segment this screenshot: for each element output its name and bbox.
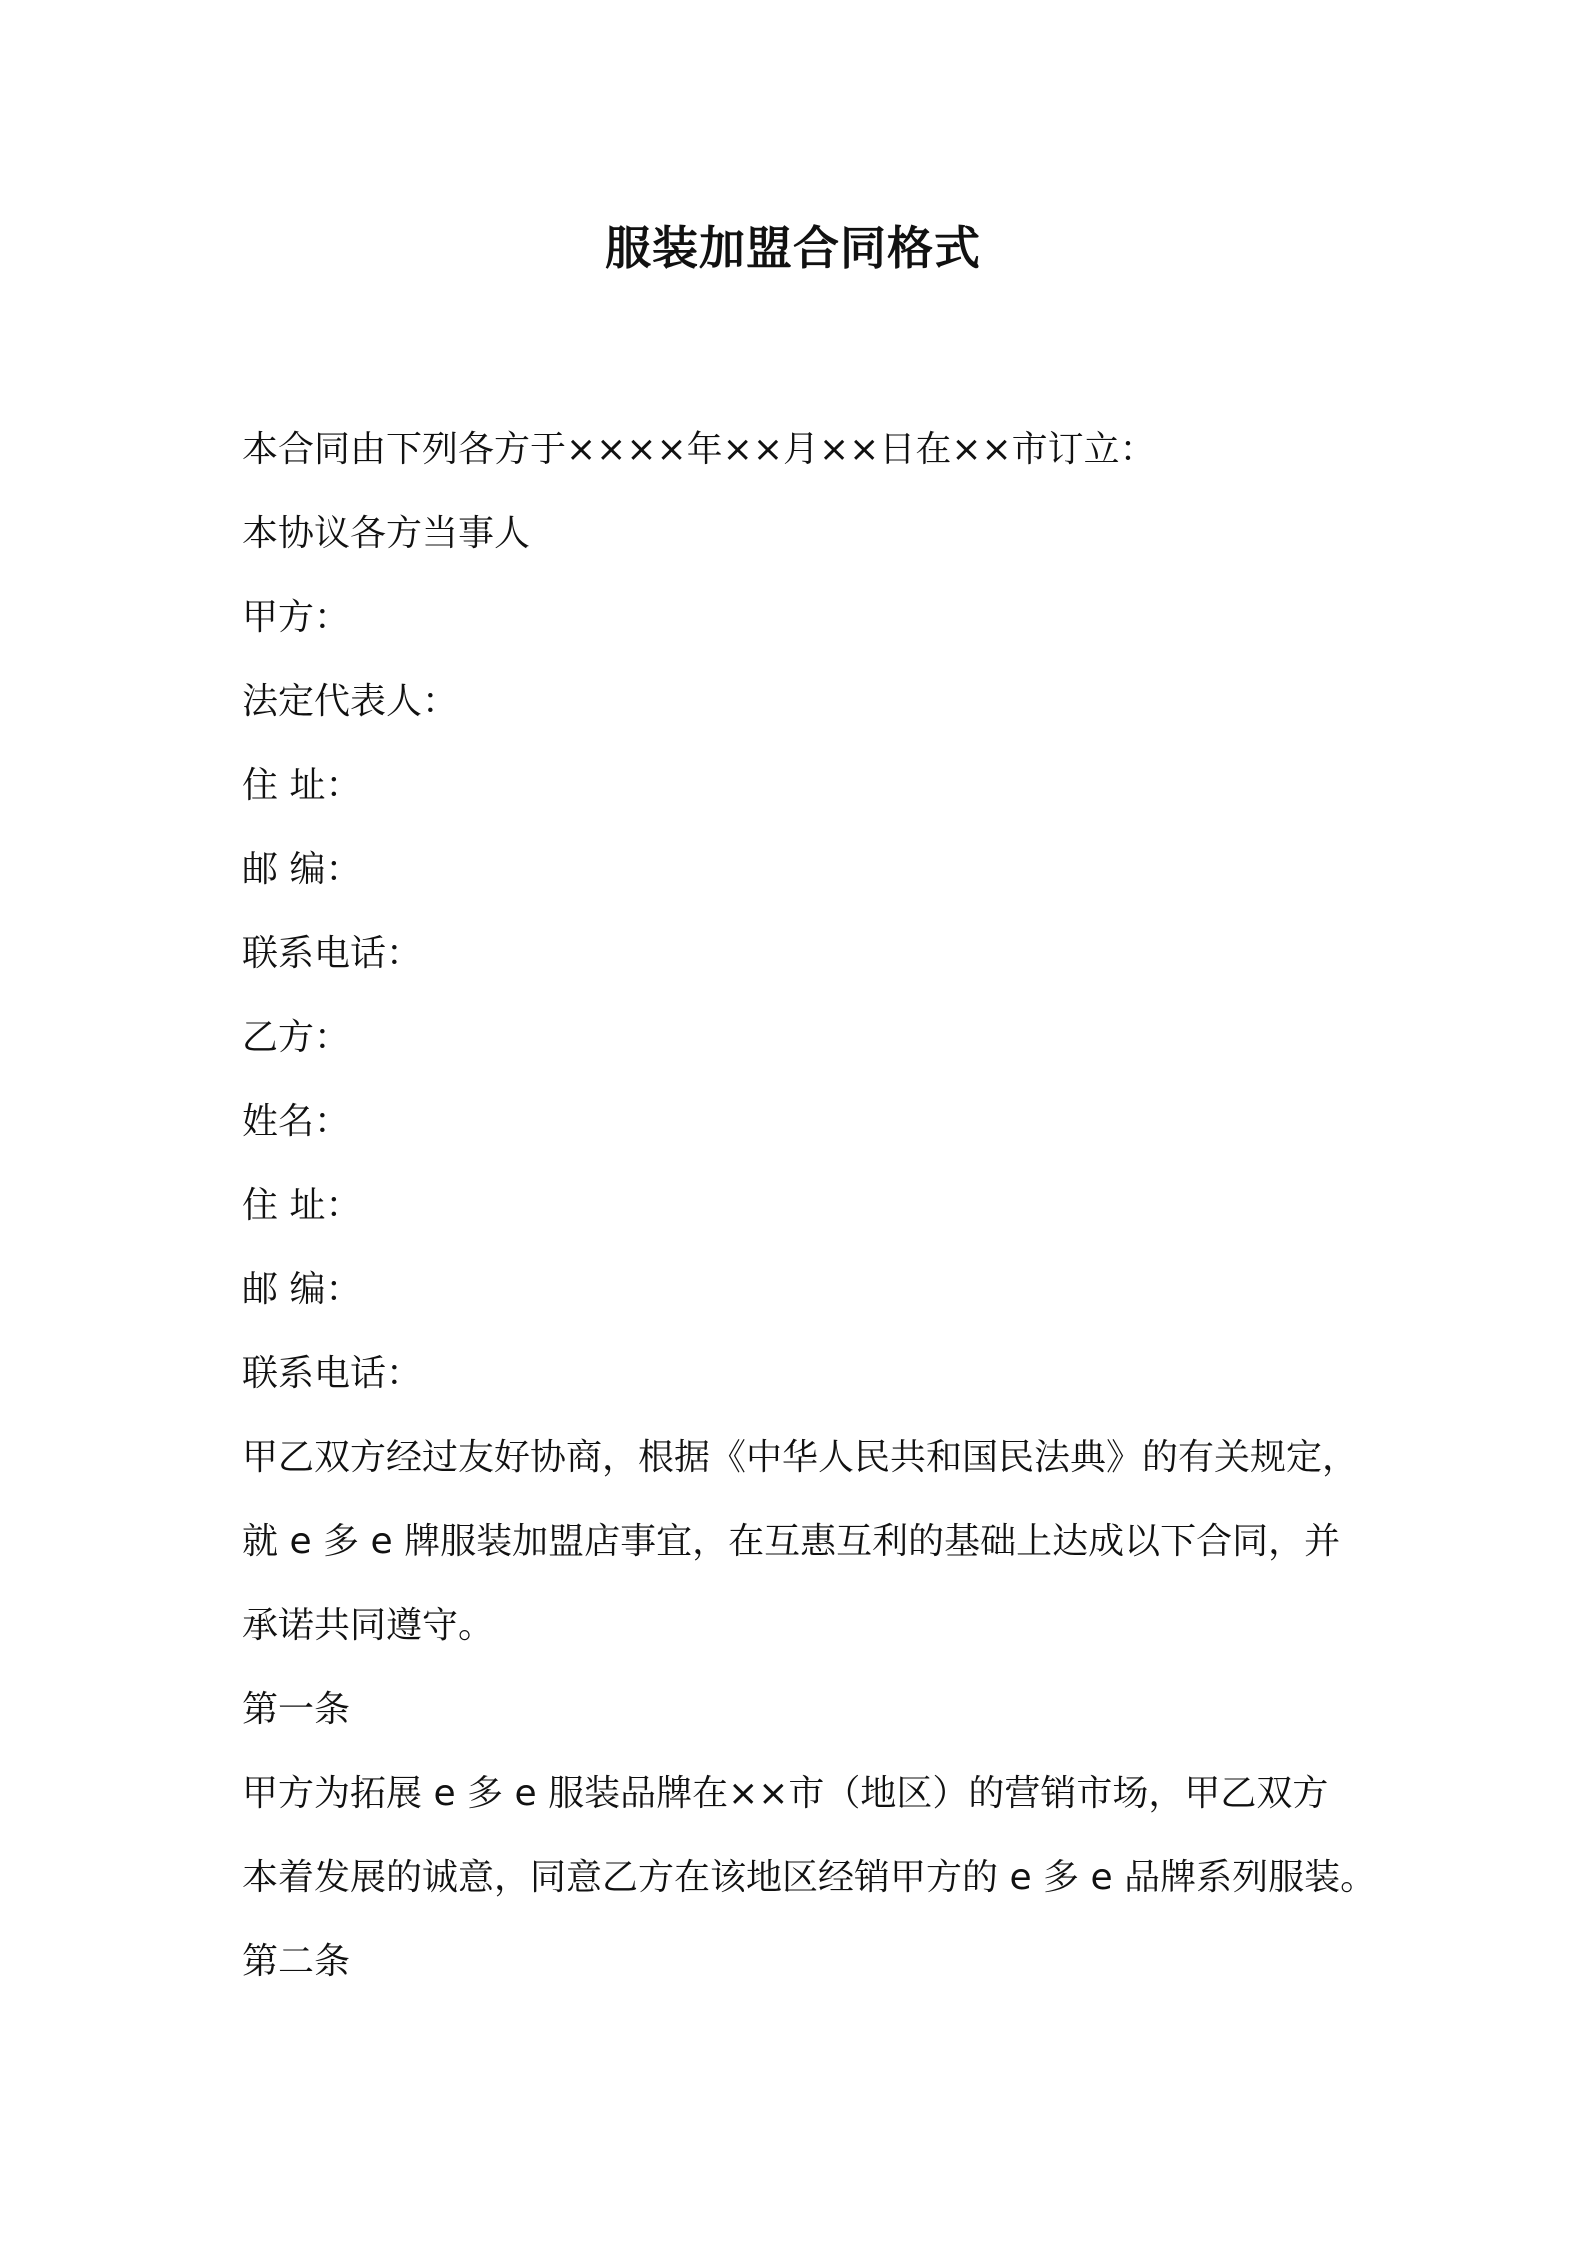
party-a-postcode-label: 邮 编： — [242, 849, 362, 890]
preamble-line-1: 甲乙双方经过友好协商，根据《中华人民共和国民法典》的有关规定， — [242, 1437, 1359, 1478]
party-b-label: 乙方： — [242, 1017, 351, 1058]
article-2-heading: 第二条 — [242, 1941, 351, 1982]
party-b-phone-label: 联系电话： — [242, 1353, 423, 1394]
party-a-address-label: 住 址： — [242, 765, 362, 806]
party-a-label: 甲方： — [242, 597, 351, 638]
preamble-line-2: 就 e 多 e 牌服装加盟店事宜，在互惠互利的基础上达成以下合同，并 — [242, 1521, 1341, 1562]
preamble-line-3: 承诺共同遵守。 — [242, 1605, 495, 1646]
party-a-phone-label: 联系电话： — [242, 933, 423, 974]
party-b-postcode-label: 邮 编： — [242, 1269, 362, 1310]
legal-representative-label: 法定代表人： — [242, 681, 459, 722]
parties-heading: 本协议各方当事人 — [242, 513, 531, 554]
article-1-line-1: 甲方为拓展 e 多 e 服装品牌在××市（地区）的营销市场，甲乙双方 — [242, 1773, 1329, 1814]
party-b-address-label: 住 址： — [242, 1185, 362, 1226]
document-body — [242, 408, 1377, 2004]
contract-date-line: 本合同由下列各方于××××年××月××日在××市订立： — [242, 429, 1156, 470]
party-b-name-label: 姓名： — [242, 1101, 351, 1142]
article-1-heading: 第一条 — [242, 1689, 351, 1730]
article-1-line-2: 本着发展的诚意，同意乙方在该地区经销甲方的 e 多 e 品牌系列服装。 — [242, 1857, 1377, 1898]
document-title: 服装加盟合同格式 — [605, 221, 981, 275]
